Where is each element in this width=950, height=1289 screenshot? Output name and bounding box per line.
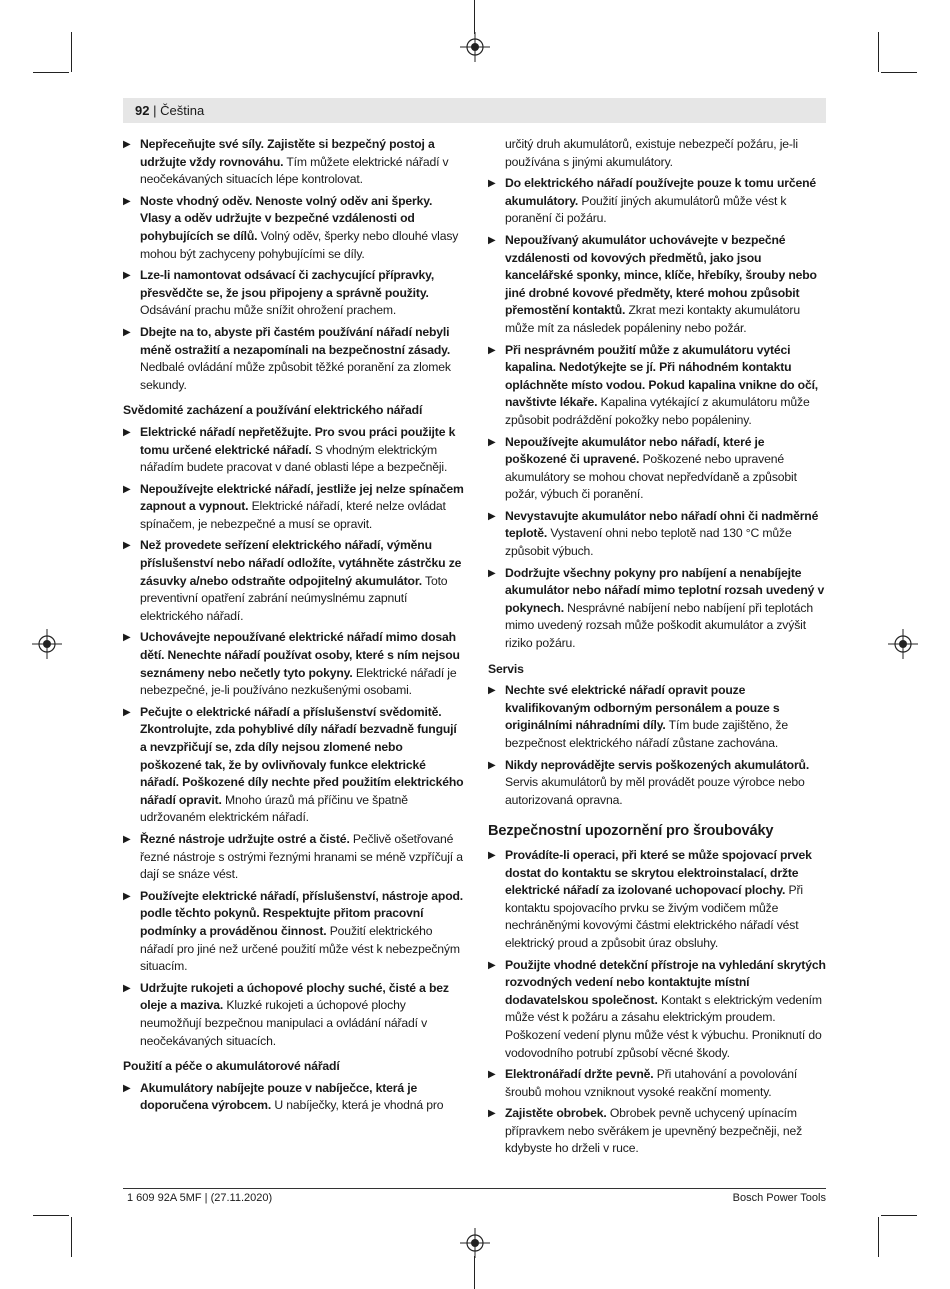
bullet-arrow-icon: ▶: [488, 959, 496, 971]
bullet-body-text: Zkrat mezi kontakty akumulátoru může mít za následek popáleniny nebo požár.: [505, 303, 800, 335]
bullet-bold-text: Nevystavujte akumulátor nebo nářadí ohni či nadměrné teplotě.: [505, 508, 819, 541]
bullet-body-text: Servis akumulátorů by měl provádět pouze výrobce nebo autorizovaná opravna.: [505, 775, 805, 807]
bullet-item: [123, 629, 465, 699]
bullet-body-text: Nedbalé ovládání může způsobit těžké poranění za zlomek sekundy.: [140, 360, 451, 392]
item-list: [123, 136, 465, 394]
section-heading: Svědomité zacházení a používání elektrického nářadí: [123, 403, 423, 418]
bullet-arrow-icon: ▶: [488, 234, 496, 246]
bullet-bold-text: Elektronářadí držte pevně.: [505, 1067, 654, 1082]
bullet-item: [488, 682, 826, 752]
bullet-body-text: Kluzké rukojeti a úchopové plochy neumožňují bezpečnou manipulaci a ovládání nářadí v neočekávaných situacích.: [140, 998, 428, 1048]
bullet-body-text: Odsávání prachu může snížit ohrožení prachem.: [140, 303, 397, 318]
footer-rule: [123, 1188, 826, 1189]
bullet-body-text: Při kontaktu spojovacího prvku se živým vodičem může nechráněnými kovovými částmi elektrického nářadí vést elektrický proud a způsobit úraz obsluhy.: [505, 883, 803, 950]
bullet-bold-text: Provádíte-li operaci, při které se může spojovací prvek dostat do kontaktu se skrytou elektroinstalací, držte elektrické nářadí za izolované uchopovací plochy.: [505, 847, 812, 898]
bullet-arrow-icon: ▶: [488, 759, 496, 771]
bullet-item: [488, 342, 826, 430]
bullet-body-text: Poškozené nebo upravené akumulátory se mohou chovat nepředvídaně a způsobit požár, výbuch či poranění.: [505, 452, 797, 502]
crop-mark: [71, 1217, 72, 1257]
section-heading-large: Bezpečnostní upozornění pro šroubováky: [488, 823, 774, 840]
bullet-item: [488, 434, 826, 504]
header-language: Čeština: [160, 103, 205, 118]
bullet-bold-text: Lze-li namontovat odsávací či zachycující přípravky, přesvědčte se, že jsou připojeny a správně použity.: [140, 268, 435, 300]
bullet-arrow-icon: ▶: [123, 833, 131, 845]
crop-mark: [881, 72, 917, 73]
bullet-body-text: Volný oděv, šperky nebo dlouhé vlasy mohou být zachyceny pohybujícími se díly.: [140, 228, 459, 261]
bullet-arrow-icon: ▶: [488, 344, 496, 356]
bullet-item: [488, 175, 826, 228]
bullet-arrow-icon: ▶: [123, 632, 131, 644]
bullet-item: [123, 136, 465, 189]
item-list: [488, 175, 826, 652]
bullet-bold-text: Akumulátory nabíjejte pouze v nabíječce, která je doporučena výrobcem.: [140, 1080, 418, 1113]
bullet-bold-text: Pečujte o elektrické nářadí a příslušenství svědomitě. Zkontrolujte, zda pohyblivé díly nářadí bezvadně fungují a nevzpřičují se, zda díly nejsou zlomené nebo poškozené tak, že by ovlivňovaly funkce elektrické nářadí. Poškozené díly nechte před použitím elektrického nářadí opravit.: [140, 704, 464, 807]
registration-target-icon: [460, 32, 490, 62]
bullet-arrow-icon: ▶: [123, 483, 131, 495]
item-list: [488, 682, 826, 809]
bullet-body-text: Kapalina vytékající z akumulátoru může způsobit podráždění pokožky nebo popáleniny.: [505, 395, 810, 427]
bullet-bold-text: Do elektrického nářadí používejte pouze k tomu určené akumulátory.: [505, 176, 817, 208]
bullet-body-text: Elektrické nářadí, které nelze ovládat spínačem, je nebezpečné a musí se opravit.: [140, 499, 446, 531]
item-list: [123, 424, 465, 1050]
bullet-arrow-icon: ▶: [488, 567, 496, 579]
bullet-item: [488, 1066, 826, 1101]
crop-mark: [33, 72, 69, 73]
bullet-arrow-icon: ▶: [123, 706, 131, 718]
crop-mark: [474, 1256, 475, 1289]
item-list: [123, 1080, 465, 1115]
crop-mark: [33, 1215, 69, 1216]
bullet-bold-text: Dbejte na to, abyste při častém používání nářadí nebyli méně ostražití a nezapomínali na bezpečnostní zásady.: [140, 324, 451, 357]
bullet-item: [488, 957, 826, 1063]
bullet-body-text: Použití jiných akumulátorů může vést k poranění či požáru.: [505, 193, 787, 226]
bullet-body-text: Mnoho úrazů má příčinu ve špatně udržovaném elektrickém nářadí.: [140, 792, 408, 825]
bullet-arrow-icon: ▶: [488, 685, 496, 697]
bullet-body-text: U nabíječky, která je vhodná pro: [271, 1098, 444, 1113]
crop-mark: [474, 0, 475, 34]
bullet-arrow-icon: ▶: [123, 982, 131, 994]
bullet-item: [123, 1080, 465, 1115]
right-column: [488, 136, 826, 1162]
registration-target-icon: [888, 629, 918, 659]
bullet-arrow-icon: ▶: [123, 1082, 131, 1094]
bullet-item: [123, 537, 465, 625]
bullet-body-text: Obrobek pevně uchycený upínacím přípravkem nebo svěrákem je upevněný bezpečněji, než kdybyste ho drželi v ruce.: [505, 1106, 803, 1156]
bullet-arrow-icon: ▶: [488, 510, 496, 522]
bullet-body-text: Nesprávné nabíjení nebo nabíjení při teplotách mimo uvedený rozsah může poškodit akumulátor a zvýšit riziko požáru.: [505, 600, 814, 651]
bullet-bold-text: Při nesprávném použití může z akumulátoru vytéci kapalina. Nedotýkejte se jí. Při náhodném kontaktu opláchněte místo vodou. Pokud kapalina vnikne do očí, navštivte lékaře.: [505, 342, 819, 410]
left-column: [123, 136, 465, 1119]
bullet-arrow-icon: ▶: [123, 426, 131, 438]
bullet-bold-text: Nechte své elektrické nářadí opravit pouze kvalifikovaným odborným personálem a pouze s originálními náhradními díly.: [505, 683, 780, 733]
bullet-arrow-icon: ▶: [488, 178, 496, 190]
section-heading: Použití a péče o akumulátorové nářadí: [123, 1059, 340, 1074]
registration-target-icon: [32, 629, 62, 659]
section-heading: Servis: [488, 661, 524, 676]
footer-brand: Bosch Power Tools: [732, 1192, 826, 1204]
footer-code: 1 609 92A 5MF | (27.11.2020): [127, 1192, 273, 1204]
bullet-arrow-icon: ▶: [123, 326, 131, 338]
bullet-arrow-icon: ▶: [123, 270, 131, 282]
page-header-bar: [123, 98, 826, 123]
bullet-body-text: Použití elektrického nářadí pro jiné než určené použití může vést k nebezpečným situacím.: [140, 923, 460, 974]
bullet-bold-text: Nepoužívejte akumulátor nebo nářadí, které je poškozené či upravené.: [505, 434, 765, 467]
bullet-bold-text: Udržujte rukojeti a úchopové plochy suché, čisté a bez oleje a maziva.: [140, 980, 449, 1013]
bullet-item: [488, 565, 826, 653]
bullet-arrow-icon: ▶: [488, 849, 496, 861]
page-header: [135, 103, 204, 118]
bullet-body-text: S vhodným elektrickým nářadím budete pracovat v dané oblasti lépe a bezpečněji.: [140, 442, 448, 475]
bullet-body-text: Elektrické nářadí je nebezpečné, je-li používáno nezkušenými osobami.: [140, 665, 457, 698]
bullet-item: [123, 424, 465, 477]
header-separator: |: [153, 103, 157, 118]
bullet-body-text: Tím bude zajištěno, že bezpečnost elektrického nářadí zůstane zachována.: [505, 718, 788, 750]
bullet-item: [123, 704, 465, 827]
bullet-arrow-icon: ▶: [488, 1069, 496, 1081]
bullet-arrow-icon: ▶: [123, 890, 131, 902]
bullet-bold-text: Elektrické nářadí nepřetěžujte. Pro svou práci použijte k tomu určené elektrické nářadí.: [140, 424, 456, 457]
bullet-body-text: Vystavení ohni nebo teplotě nad 130 °C může způsobit výbuch.: [505, 526, 792, 559]
bullet-item: [123, 888, 465, 976]
bullet-bold-text: Zajistěte obrobek.: [505, 1106, 607, 1121]
bullet-body-text: Tím můžete elektrické nářadí v neočekávaných situacích lépe kontrolovat.: [140, 154, 449, 187]
bullet-bold-text: Dodržujte všechny pokyny pro nabíjení a nenabíjejte akumulátor nebo nářadí mimo teplotní rozsah uvedený v pokynech.: [505, 565, 825, 615]
bullet-item: [488, 757, 826, 810]
bullet-item: [123, 980, 465, 1050]
bullet-bold-text: Používejte elektrické nářadí, příslušenství, nástroje apod. podle těchto pokynů. Respektujte přitom pracovní podmínky a prováděnou činnost.: [140, 888, 464, 938]
bullet-item: [488, 847, 826, 953]
bullet-arrow-icon: ▶: [488, 1108, 496, 1120]
bullet-bold-text: Řezné nástroje udržujte ostré a čisté.: [140, 831, 350, 846]
bullet-item: [123, 193, 465, 263]
bullet-arrow-icon: ▶: [123, 540, 131, 552]
bullet-bold-text: Použijte vhodné detekční přístroje na vyhledání skrytých rozvodných vedení nebo kontaktujte místní dodavatelskou společnost.: [505, 957, 826, 1007]
crop-mark: [878, 32, 879, 72]
bullet-item: [488, 508, 826, 561]
item-list: [488, 847, 826, 1158]
bullet-arrow-icon: ▶: [123, 195, 131, 207]
bullet-body-text: Při utahování a povolování šroubů mohou vzniknout vysoké reakční momenty.: [505, 1067, 798, 1099]
bullet-bold-text: Uchovávejte nepoužívané elektrické nářadí mimo dosah dětí. Nenechte nářadí používat osoby, které s ním nejsou seznámeny nebo nečetly tyto pokyny.: [140, 630, 460, 680]
bullet-arrow-icon: ▶: [123, 139, 131, 150]
bullet-bold-text: Nepoužívejte elektrické nářadí, jestliže jej nelze spínačem zapnout a vypnout.: [140, 481, 464, 514]
continued-paragraph: určitý druh akumulátorů, existuje nebezpečí požáru, je-li používána s jinými akumulátory.: [505, 137, 798, 169]
page-number: 92: [135, 103, 150, 118]
bullet-body-text: Toto preventivní opatření zabrání neúmyslnému zapnutí elektrického nářadí.: [140, 573, 448, 623]
crop-mark: [71, 32, 72, 72]
bullet-bold-text: Nikdy neprovádějte servis poškozených akumulátorů.: [505, 757, 810, 772]
bullet-item: [123, 831, 465, 884]
bullet-item: [123, 267, 465, 320]
crop-mark: [881, 1215, 917, 1216]
bullet-bold-text: Nepoužívaný akumulátor uchovávejte v bezpečné vzdálenosti od kovových předmětů, jako jsou kancelářské sponky, mince, klíče, hřebíky, šrouby nebo jiné drobné kovové předměty, které mohou způsobit přemostění kontaktů.: [505, 232, 817, 318]
bullet-bold-text: Noste vhodný oděv. Nenoste volný oděv ani šperky. Vlasy a oděv udržujte v bezpečné vzdálenosti od pohybujících se dílů.: [140, 193, 433, 243]
bullet-bold-text: Nepřeceňujte své síly. Zajistěte si bezpečný postoj a udržujte vždy rovnováhu.: [140, 137, 435, 169]
bullet-bold-text: Než provedete seřízení elektrického nářadí, výměnu příslušenství nebo nářadí odložíte, vytáhněte zástrčku ze zásuvky a/nebo odstraňte odpojitelný akumulátor.: [140, 538, 462, 588]
bullet-item: [123, 481, 465, 534]
crop-mark: [878, 1217, 879, 1257]
bullet-body-text: Kontakt s elektrickým vedením může vést k požáru a zásahu elektrickým proudem. Poškození vedení plynu může vést k výbuchu. Proniknutí do vodovodního potrubí způsobí věcné škody.: [505, 992, 822, 1060]
bullet-item: [488, 1105, 826, 1158]
registration-target-icon: [460, 1228, 490, 1258]
bullet-body-text: Pečlivě ošetřované řezné nástroje s ostrými řeznými hranami se méně vzpříčují a dají se snáze vést.: [140, 831, 463, 882]
bullet-item: [488, 232, 826, 338]
bullet-item: [123, 324, 465, 394]
bullet-arrow-icon: ▶: [488, 436, 496, 448]
